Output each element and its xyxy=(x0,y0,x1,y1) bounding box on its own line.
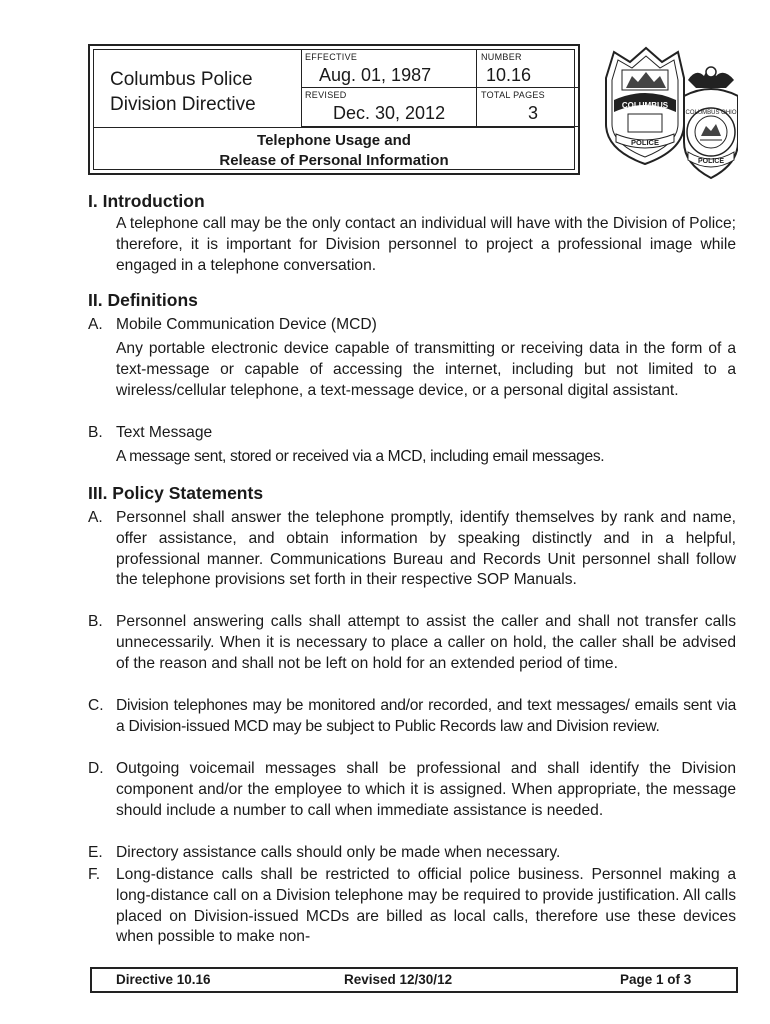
organization-name: Columbus Police Division Directive xyxy=(110,69,256,115)
svg-text:POLICE: POLICE xyxy=(631,138,659,147)
definition-term: Text Message xyxy=(116,424,213,441)
directive-header-box xyxy=(88,44,580,175)
policy-text: Outgoing voicemail messages shall be professional and shall identify the Division component and/or the employee to which it is assigned. When appropriate, the message should include a number to call when immediate assistance is needed. xyxy=(116,760,736,819)
list-marker: D. xyxy=(88,760,104,777)
footer-page-number: Page 1 of 3 xyxy=(620,972,692,987)
policy-text: Long-distance calls shall be restricted to official police business. Personnel making a long-distance call on a Division telephone may be required to provide justification. All calls placed on Division-issued MCDs are billed as local calls, therefore use these devices when possible to make non- xyxy=(116,866,736,946)
definition-term: Mobile Communication Device (MCD) xyxy=(116,316,377,333)
svg-text:COLUMBUS: COLUMBUS xyxy=(621,101,669,110)
effective-label: EFFECTIVE xyxy=(305,52,358,62)
footer-directive: Directive 10.16 xyxy=(116,972,211,987)
page-footer xyxy=(90,967,738,993)
definition-text: A message sent, stored or received via a MCD, including email messages. xyxy=(116,448,605,465)
footer-revised: Revised 12/30/12 xyxy=(344,972,453,987)
policy-text: Directory assistance calls should only be made when necessary. xyxy=(116,844,561,861)
section-policy-heading: III. Policy Statements xyxy=(88,483,264,503)
policy-text: Personnel shall answer the telephone promptly, identify themselves by rank and name, offer assistance, and obtain information by speaking distinctly and in a helpful, professional manner. Communications Bureau and Records Unit personnel shall follow the telephone provisions set forth in their respective SOP Manuals. xyxy=(116,509,736,589)
directive-number: 10.16 xyxy=(486,65,532,85)
list-marker: A. xyxy=(88,316,103,333)
list-marker: B. xyxy=(88,424,103,441)
policy-text: Personnel answering calls shall attempt to assist the caller and shall not transfer calls unnecessarily. When it is necessary to place a caller on hold, the caller shall be advised of the reason and shall not be left on hold for an extended period of time. xyxy=(116,613,736,672)
svg-text:POLICE: POLICE xyxy=(697,158,725,165)
directive-title: Telephone Usage and Release of Personal Information xyxy=(219,132,449,169)
svg-text:COLUMBUS OHIO: COLUMBUS OHIO xyxy=(685,110,737,116)
list-marker: A. xyxy=(88,509,103,526)
introduction-paragraph: A telephone call may be the only contact an individual will have with the Division of Police; therefore, it is important for Division personnel to project a professional image while engaged in a telephone conversation. xyxy=(116,215,736,274)
columbus-police-badge-icon xyxy=(606,48,684,164)
police-badges xyxy=(588,42,738,182)
list-marker: F. xyxy=(88,866,101,883)
organization-cell xyxy=(94,50,302,127)
section-definitions-heading: II. Definitions xyxy=(88,290,198,310)
list-marker: B. xyxy=(88,613,103,630)
revised-label: REVISED xyxy=(305,90,347,100)
definition-text: Any portable electronic device capable of transmitting or receiving data in the form of a text-message or capable of accessing the internet, including but not limited to a wireless/cellular telephone, a text-message device, or a personal digital assistant. xyxy=(116,340,736,399)
list-marker: C. xyxy=(88,697,104,714)
effective-cell xyxy=(301,50,477,88)
number-label: NUMBER xyxy=(481,52,522,62)
list-marker: E. xyxy=(88,844,103,861)
total-pages-value: 3 xyxy=(528,103,539,123)
effective-date: Aug. 01, 1987 xyxy=(319,65,432,85)
total-pages-label: TOTAL PAGES xyxy=(481,90,545,100)
number-cell xyxy=(477,50,578,88)
section-introduction-heading: I. Introduction xyxy=(88,191,205,211)
policy-text: Division telephones may be monitored and/or recorded, and text messages/ emails sent via a Division-issued MCD may be subject to Public Records law and Division review. xyxy=(116,697,736,735)
header-divider xyxy=(94,127,574,128)
revised-date: Dec. 30, 2012 xyxy=(333,103,446,123)
columbus-ohio-police-badge-icon xyxy=(684,67,738,178)
total-pages-cell xyxy=(477,88,578,127)
revised-cell xyxy=(301,88,477,127)
